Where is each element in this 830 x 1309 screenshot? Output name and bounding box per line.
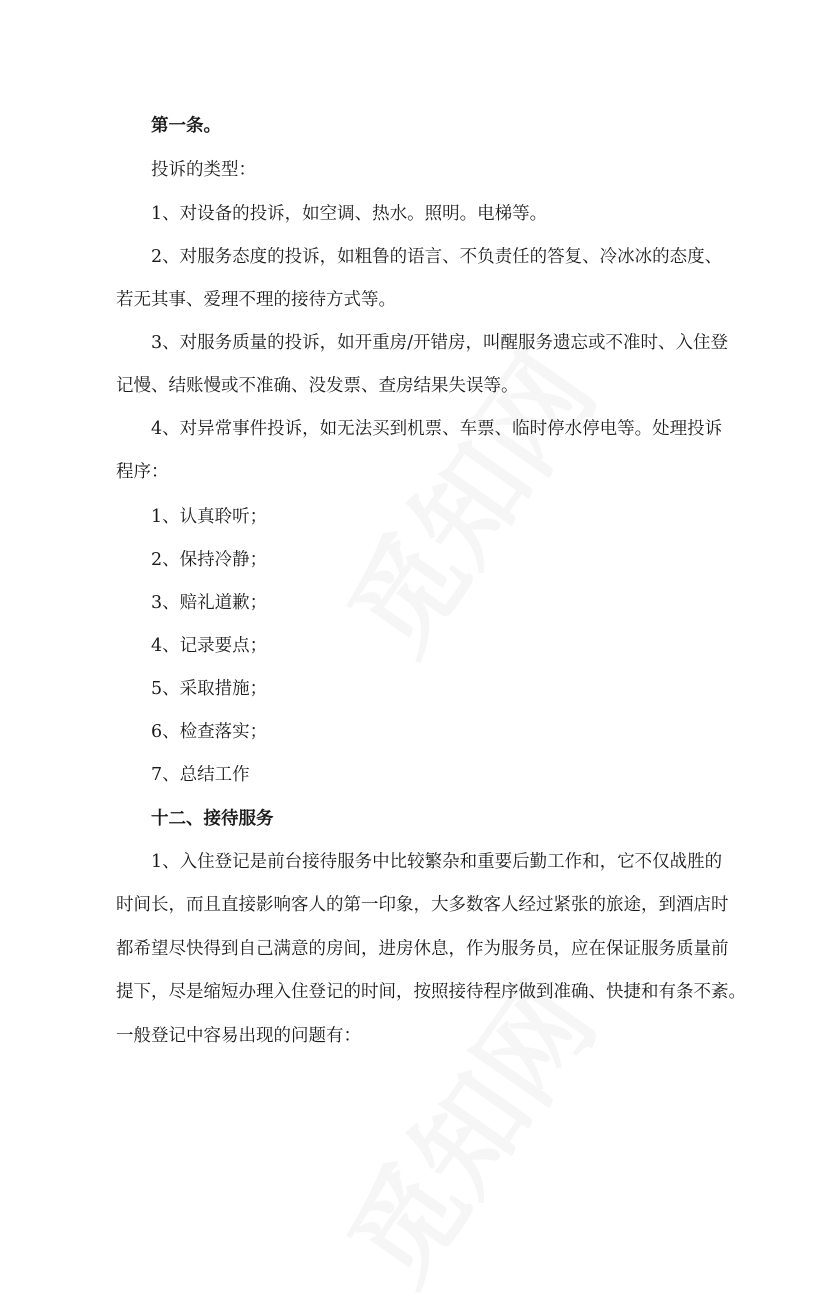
text-line: 记慢、结账慢或不准确、没发票、查房结果失误等。 xyxy=(116,376,519,396)
section-heading: 第一条。 xyxy=(151,116,221,136)
text-line: 1、认真聆听； xyxy=(151,507,268,527)
text-line: 1、对设备的投诉，如空调、热水。照明。电梯等。 xyxy=(151,204,548,224)
text-line: 1、入住登记是前台接待服务中比较繁杂和重要后勤工作和，它不仅战胜的 xyxy=(151,852,723,872)
text-line: 4、对异常事件投诉，如无法买到机票、车票、临时停水停电等。处理投诉 xyxy=(151,419,723,439)
text-line: 提下，尽是缩短办理入住登记的时间，按照接待程序做到准确、快捷和有条不紊。 xyxy=(116,982,746,1002)
text-line: 时间长，而且直接影响客人的第一印象，大多数客人经过紧张的旅途，到酒店时 xyxy=(116,895,729,915)
text-line: 3、赔礼道歉； xyxy=(151,593,268,613)
text-line: 7、总结工作 xyxy=(151,765,250,785)
text-line: 4、记录要点； xyxy=(151,636,268,656)
text-line: 若无其事、爱理不理的接待方式等。 xyxy=(116,290,396,310)
text-line: 2、对服务态度的投诉，如粗鲁的语言、不负责任的答复、冷冰冰的态度、 xyxy=(151,247,723,267)
text-line: 5、采取措施； xyxy=(151,679,268,699)
text-line: 投诉的类型： xyxy=(151,160,256,180)
text-line: 一般登记中容易出现的问题有： xyxy=(116,1026,361,1046)
text-line: 都希望尽快得到自己满意的房间，进房休息，作为服务员，应在保证服务质量前 xyxy=(116,939,729,959)
text-line: 3、对服务质量的投诉，如开重房/开错房，叫醒服务遗忘或不准时、入住登 xyxy=(151,333,729,353)
text-line: 2、保持冷静； xyxy=(151,550,268,570)
text-line: 程序： xyxy=(116,462,169,482)
section-heading: 十二、接待服务 xyxy=(151,809,274,829)
text-line: 6、检查落实； xyxy=(151,722,268,742)
watermark xyxy=(306,319,625,680)
